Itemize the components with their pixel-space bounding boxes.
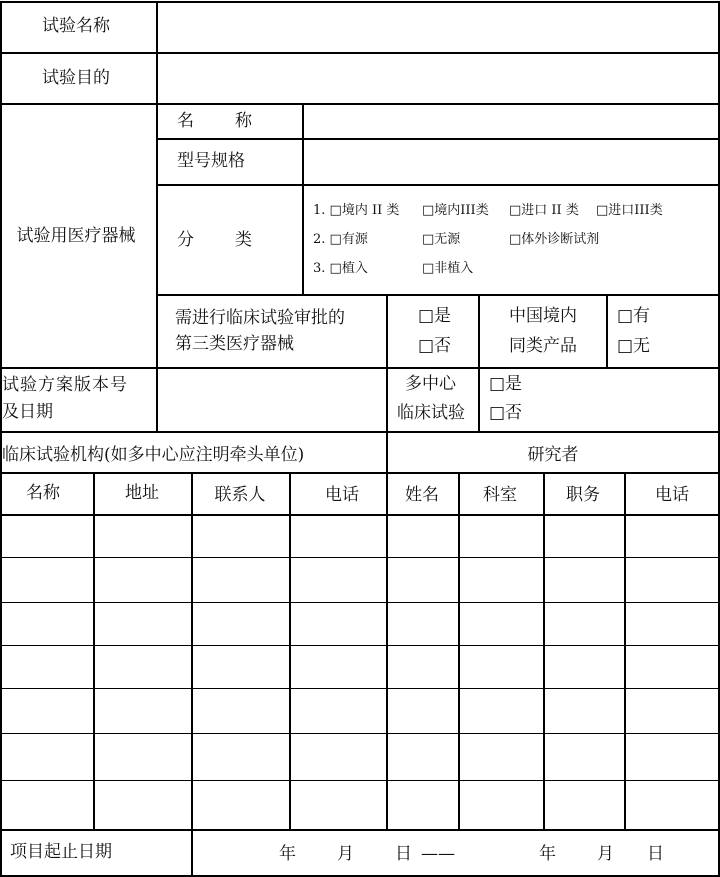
class-option: 3. □植入 xyxy=(313,261,368,276)
model-label: 型号规格 xyxy=(177,151,245,171)
trial-purpose-label: 试验目的 xyxy=(42,68,110,88)
column-header: 科室 xyxy=(483,485,517,505)
institution-label: 临床试验机构(如多中心应注明牵头单位) xyxy=(2,445,305,465)
class-option: □进口III类 xyxy=(596,203,663,218)
border-line xyxy=(386,472,388,829)
class-option: □无源 xyxy=(422,232,461,247)
investigator-label: 研究者 xyxy=(527,445,579,465)
column-header: 姓名 xyxy=(405,485,439,505)
start-year: 年 xyxy=(279,844,296,864)
column-header: 电话 xyxy=(655,485,689,505)
similar-product-label: 同类产品 xyxy=(509,336,577,356)
class-option: □非植入 xyxy=(422,261,474,276)
similar-have-checkbox[interactable]: □有 xyxy=(617,306,651,326)
class-option: 1. □境内 II 类 xyxy=(313,203,400,218)
end-month: 月 xyxy=(597,844,614,864)
border-line xyxy=(302,103,304,294)
border-line xyxy=(157,138,720,140)
similar-none-checkbox[interactable]: □无 xyxy=(617,336,651,356)
column-header: 职务 xyxy=(566,485,600,505)
end-day: 日 xyxy=(647,844,664,864)
approval-label: 第三类医疗器械 xyxy=(175,334,294,354)
border-line xyxy=(0,52,720,54)
border-line xyxy=(0,602,720,603)
border-line xyxy=(0,367,720,369)
start-month: 月 xyxy=(337,844,354,864)
border-line xyxy=(0,780,720,781)
similar-product-label: 中国境内 xyxy=(509,306,577,326)
column-header: 名称 xyxy=(26,483,60,503)
protocol-label: 试验方案版本号 xyxy=(2,375,128,395)
border-line xyxy=(0,688,720,689)
class-option: □进口 II 类 xyxy=(509,203,579,218)
border-line xyxy=(0,472,720,474)
border-line xyxy=(156,1,158,367)
border-line xyxy=(543,472,545,829)
border-line xyxy=(0,733,720,734)
multicenter-yes-checkbox[interactable]: □是 xyxy=(489,374,523,394)
class-option: □境内III类 xyxy=(422,203,489,218)
class-option: □体外诊断试剂 xyxy=(509,232,600,247)
name-label-b: 称 xyxy=(235,111,252,131)
border-line xyxy=(157,184,720,186)
border-line xyxy=(157,294,720,296)
multicenter-no-checkbox[interactable]: □否 xyxy=(489,403,523,423)
border-line xyxy=(191,472,193,829)
column-header: 地址 xyxy=(125,483,159,503)
border-line xyxy=(191,829,193,877)
trial-name-label: 试验名称 xyxy=(42,16,110,36)
multicenter-label: 临床试验 xyxy=(397,403,465,423)
border-line xyxy=(0,103,720,105)
approval-yes-checkbox[interactable]: □是 xyxy=(418,306,452,326)
border-line xyxy=(458,472,460,829)
border-line xyxy=(289,472,291,829)
border-line xyxy=(386,294,388,472)
border-line xyxy=(0,645,720,646)
period-label: 项目起止日期 xyxy=(10,842,112,862)
approval-label: 需进行临床试验审批的 xyxy=(175,308,345,328)
end-year: 年 xyxy=(539,844,556,864)
border-line xyxy=(0,829,720,831)
border-line xyxy=(478,367,480,431)
border-line xyxy=(156,367,158,431)
border-line xyxy=(624,472,626,829)
border-line xyxy=(0,514,720,516)
border-line xyxy=(0,1,2,877)
column-header: 联系人 xyxy=(214,485,266,505)
border-line xyxy=(0,1,720,3)
column-header: 电话 xyxy=(325,485,359,505)
border-line xyxy=(0,431,720,433)
approval-no-checkbox[interactable]: □否 xyxy=(418,336,452,356)
border-line xyxy=(93,472,95,829)
start-day: 日 xyxy=(395,844,412,864)
border-line xyxy=(0,557,720,558)
class-label-a: 分 xyxy=(177,230,194,250)
device-label: 试验用医疗器械 xyxy=(16,226,136,246)
date-dash: —— xyxy=(421,844,455,864)
class-label-b: 类 xyxy=(235,230,252,250)
border-line xyxy=(478,294,480,367)
name-label-a: 名 xyxy=(177,111,194,131)
multicenter-label: 多中心 xyxy=(405,374,456,394)
protocol-label: 及日期 xyxy=(2,402,53,422)
class-option: 2. □有源 xyxy=(313,232,368,247)
border-line xyxy=(606,294,608,367)
